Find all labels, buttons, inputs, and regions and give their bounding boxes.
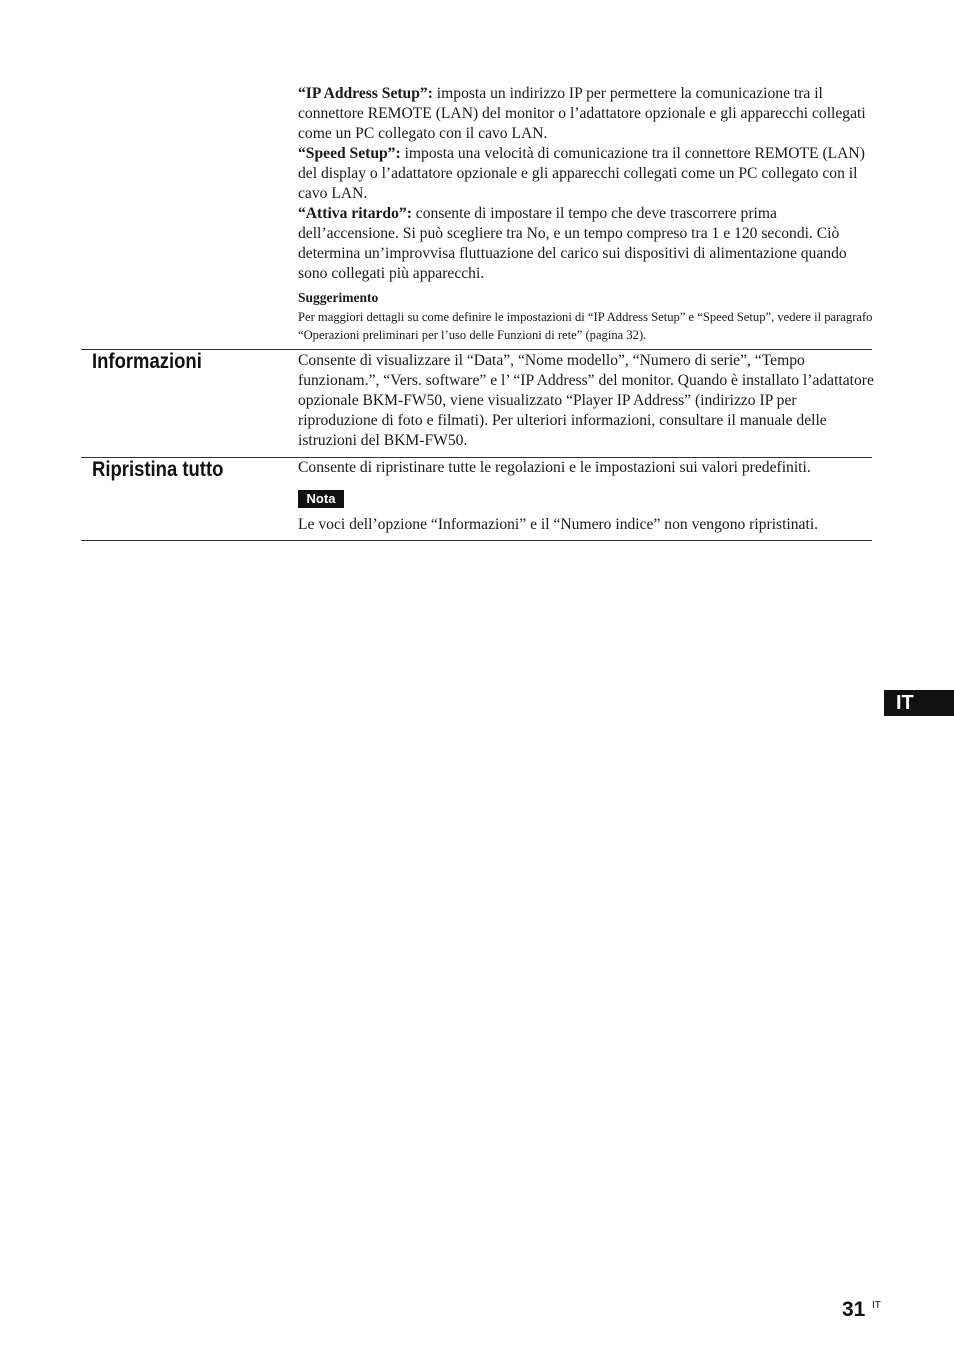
nota-badge: Nota xyxy=(298,490,344,508)
attiva-ritardo-text: consente di impostare il tempo che deve trascorrere prima dell’accensione. Si può scegliere tra No, e un tempo compreso tra 1 e 120 secondi. Ciò determina un’improvvisa fluttuazione del carico sui dispositivi di alimentazione quando sono collegati più apparecchi. xyxy=(298,205,847,282)
ip-address-setup-text: imposta un indirizzo IP per permettere la comunicazione tra il connettore REMOTE (LAN) del monitor o l’adattatore opzionale e gli apparecchi collegati come un PC collegato con il cavo LAN. xyxy=(298,85,866,142)
attiva-ritardo-paragraph xyxy=(298,204,874,284)
ip-address-setup-label: “IP Address Setup”: xyxy=(298,85,433,102)
speed-setup-paragraph xyxy=(298,144,874,204)
attiva-ritardo-label: “Attiva ritardo”: xyxy=(298,205,412,222)
section-title-ripristina-tutto: Ripristina tutto xyxy=(92,458,224,481)
language-tab: IT xyxy=(884,690,954,716)
section-title-informazioni: Informazioni xyxy=(92,350,202,373)
informazioni-description xyxy=(298,351,874,451)
nota-description xyxy=(298,515,874,535)
table-bottom-rule xyxy=(81,540,872,541)
informazioni-text: Consente di visualizzare il “Data”, “Nome modello”, “Numero di serie”, “Tempo funzionam.”, “Vers. software” e l’ “IP Address” del monitor. Quando è installato l’adattatore opzionale BKM-FW50, viene visualizzato “Player IP Address” (indirizzo IP per riproduzione di foto e filmati). Per ulteriori informazioni, consultare il manuale delle istruzioni del BKM-FW50. xyxy=(298,352,874,449)
page-number: 31 xyxy=(842,1298,866,1321)
ripristina-description xyxy=(298,458,874,478)
hint-text: Per maggiori dettagli su come definire le impostazioni di “IP Address Setup” e “Speed Setup”, vedere il paragrafo “Operazioni preliminari per l’uso delle Funzioni di rete” (pagina 32). xyxy=(298,310,873,342)
page-language-code: IT xyxy=(872,1300,881,1311)
ripristina-text: Consente di ripristinare tutte le regolazioni e le impostazioni sui valori predefiniti. xyxy=(298,459,811,476)
settings-description-block xyxy=(298,84,874,284)
nota-text: Le voci dell’opzione “Informazioni” e il “Numero indice” non vengono ripristinati. xyxy=(298,516,819,533)
speed-setup-text: imposta una velocità di comunicazione tra il connettore REMOTE (LAN) del display o l’adattatore opzionale e gli apparecchi collegati come un PC collegato con il cavo LAN. xyxy=(298,145,865,202)
hint-title: Suggerimento xyxy=(298,290,379,305)
speed-setup-label: “Speed Setup”: xyxy=(298,145,401,162)
ip-address-setup-paragraph xyxy=(298,84,874,144)
